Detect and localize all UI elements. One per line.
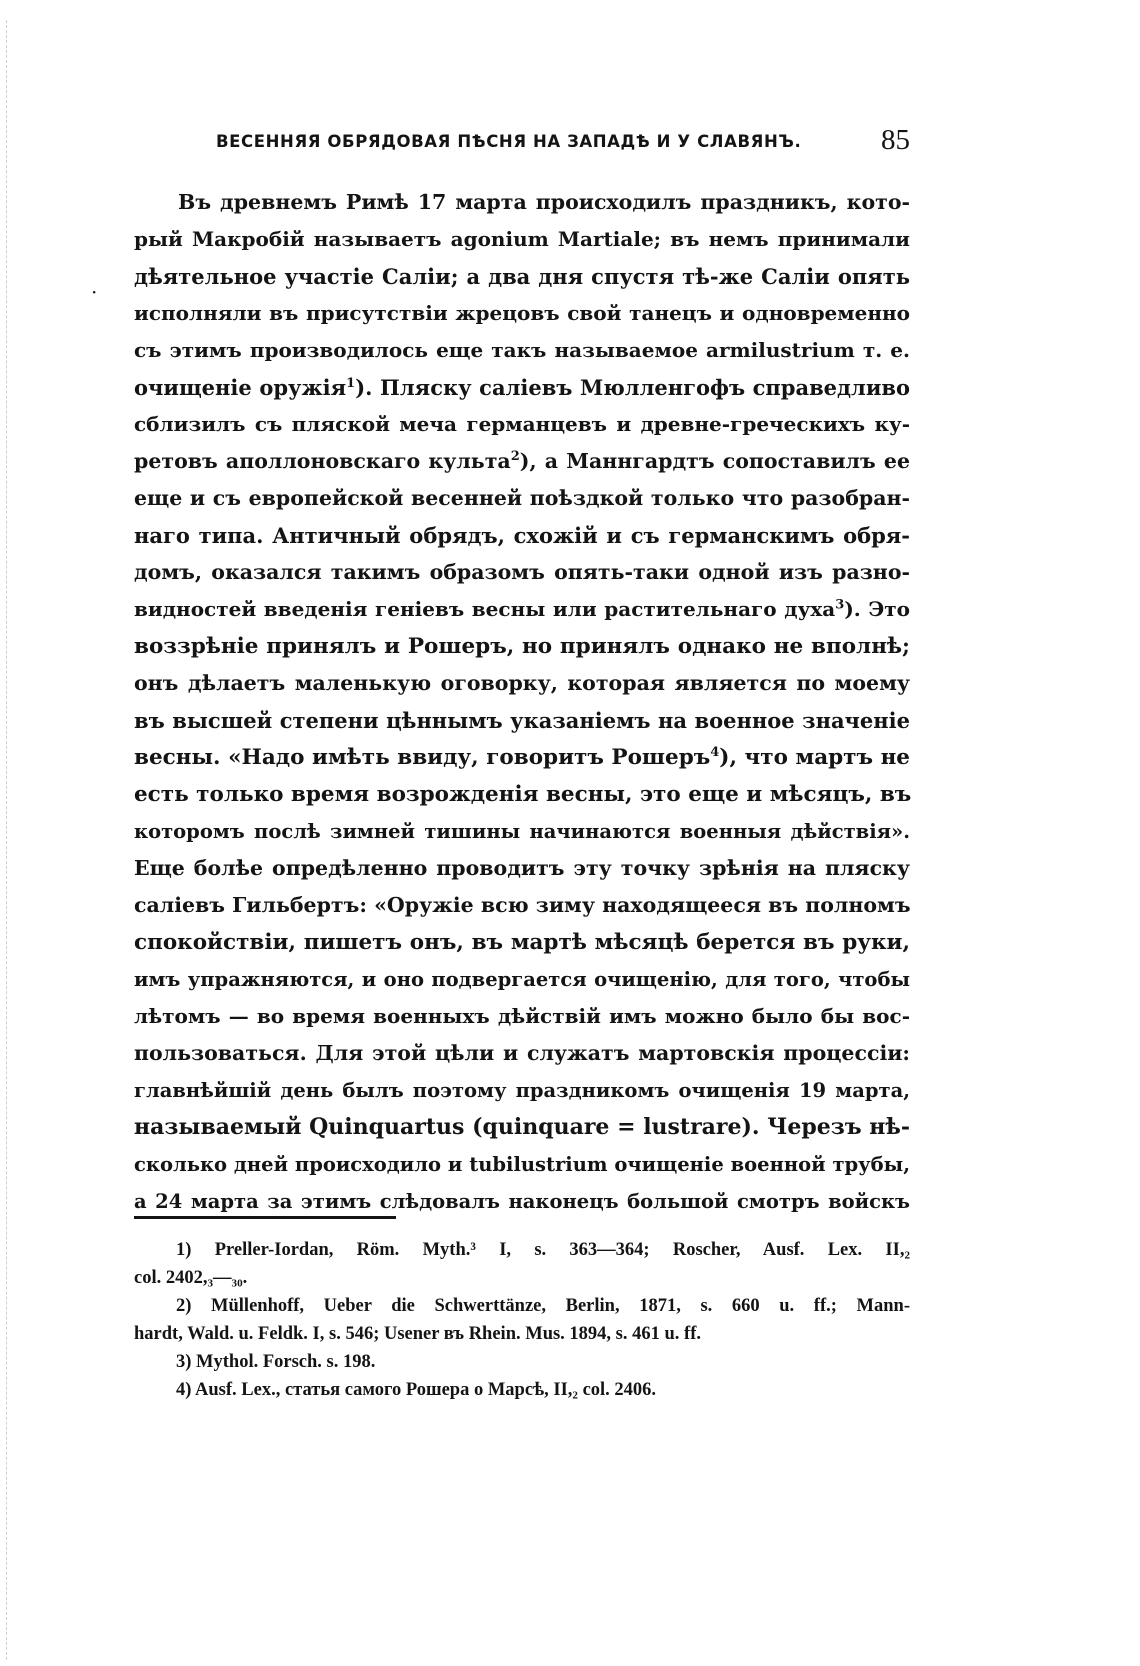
footnote-line: 2) Müllenhoff, Ueber die Schwerttänze, Berlin, 1871, s. 660 u. ff.; Mann- bbox=[176, 1296, 910, 1316]
text-line: рый Макробій называетъ agonium Martiale; въ немъ принимали bbox=[134, 227, 910, 251]
text-line: есть только время возрожденія весны, это еще и мѣсяцъ, въ bbox=[134, 782, 912, 807]
text-line: дѣятельное участіе Саліи; а два дня спустя тѣ-же Саліи опять bbox=[134, 264, 910, 289]
text-line: сблизилъ съ пляской меча германцевъ и древне-греческихъ ку- bbox=[134, 412, 910, 436]
running-title: ВЕСЕННЯЯ ОБРЯДОВАЯ ПѢСНЯ НА ЗАПАДѢ И У СЛАВЯНЪ. bbox=[216, 132, 802, 151]
footnote-ref: 4 bbox=[710, 744, 720, 760]
text-line: весны. «Надо имѣть ввиду, говоритъ Рошеръ$^4$), что мартъ не bbox=[134, 744, 910, 770]
scan-edge-line bbox=[6, 20, 8, 1660]
footnote-ref: 2 bbox=[510, 449, 520, 465]
footnotes bbox=[134, 1236, 910, 1404]
text-line: очищеніе оружія$^1$). Пляску саліевъ Мюлленгофъ справедливо bbox=[134, 375, 911, 400]
footnote-line: col. 2402,₃—₃₀. bbox=[134, 1268, 248, 1288]
footnote-divider bbox=[134, 1216, 396, 1219]
text-line: съ этимъ производилось еще такъ называемое armilustrium т. е. bbox=[134, 338, 910, 362]
page-number: 85 bbox=[881, 124, 910, 156]
text-line: спокойствіи, пишетъ онъ, въ мартѣ мѣсяцѣ берется въ руки, bbox=[134, 930, 910, 955]
text-line: домъ, оказался такимъ образомъ опять-таки одной изъ разно- bbox=[134, 560, 910, 584]
text-line: сколько дней происходило и tubilustrium очищеніе военной трубы, bbox=[134, 1153, 910, 1176]
text-line: пользоваться. Для этой цѣли и служатъ мартовскія процессіи: bbox=[134, 1041, 910, 1065]
text-line: Еще болѣе опредѣленно проводитъ эту точку зрѣнія на пляску bbox=[134, 856, 910, 880]
text-line: исполняли въ присутствіи жрецовъ свой танецъ и одновременно bbox=[134, 301, 910, 325]
text-line: имъ упражняются, и оно подвергается очищенію, для того, чтобы bbox=[134, 968, 910, 991]
text-line: лѣтомъ — во время военныхъ дѣйствій имъ можно было бы вос- bbox=[134, 1004, 910, 1028]
text-line: Въ древнемъ Римѣ 17 марта происходилъ праздникъ, кото- bbox=[178, 190, 910, 214]
text-line: еще и съ европейской весенней поѣздкой только что разобран- bbox=[134, 486, 910, 510]
text-line: а 24 марта за этимъ слѣдовалъ наконецъ большой смотръ войскъ bbox=[134, 1190, 910, 1213]
text-line: называемый Quinquartus (quinquare = lustrare). Черезъ нѣ- bbox=[134, 1114, 910, 1140]
text-line: главнѣйшій день былъ поэтому праздникомъ очищенія 19 марта, bbox=[134, 1079, 910, 1102]
text-line: воззрѣніе принялъ и Рошеръ, но принялъ однако не вполнѣ; bbox=[134, 634, 910, 659]
main-text bbox=[134, 184, 910, 1220]
text-line: видностей введенія геніевъ весны или растительнаго духа$^3$). Это bbox=[134, 597, 910, 621]
footnote-line: 3) Mythol. Forsch. s. 198. bbox=[176, 1352, 376, 1372]
page-header bbox=[134, 124, 910, 164]
footnote-line: 1) Preller-Iordan, Röm. Myth.³ I, s. 363—364; Roscher, Ausf. Lex. II,₂ bbox=[176, 1240, 910, 1260]
text-line: онъ дѣлаетъ маленькую оговорку, которая является по моему bbox=[134, 671, 910, 695]
footnote-line: 4) Ausf. Lex., статья самого Рошера о Марсѣ, II,₂ col. 2406. bbox=[176, 1380, 657, 1400]
footnote-line: hardt, Wald. u. Feldk. I, s. 546; Usener въ Rhein. Mus. 1894, s. 461 u. ff. bbox=[134, 1324, 701, 1344]
text-line: ретовъ аполлоновскаго культа$^2$), а Маннгардтъ сопоставилъ ее bbox=[134, 449, 910, 473]
text-line: наго типа. Античный обрядъ, схожій и съ германскимъ обря- bbox=[134, 523, 910, 548]
text-line: которомъ послѣ зимней тишины начинаются военныя дѣйствія». bbox=[134, 820, 910, 843]
margin-mark: · bbox=[91, 280, 98, 304]
text-line: въ высшей степени цѣннымъ указаніемъ на военное значеніе bbox=[134, 708, 910, 733]
footnote-ref: 3 bbox=[835, 597, 845, 613]
text-line: саліевъ Гильбертъ: «Оружіе всю зиму находящееся въ полномъ bbox=[134, 893, 911, 917]
footnote-ref: 1 bbox=[346, 376, 356, 391]
